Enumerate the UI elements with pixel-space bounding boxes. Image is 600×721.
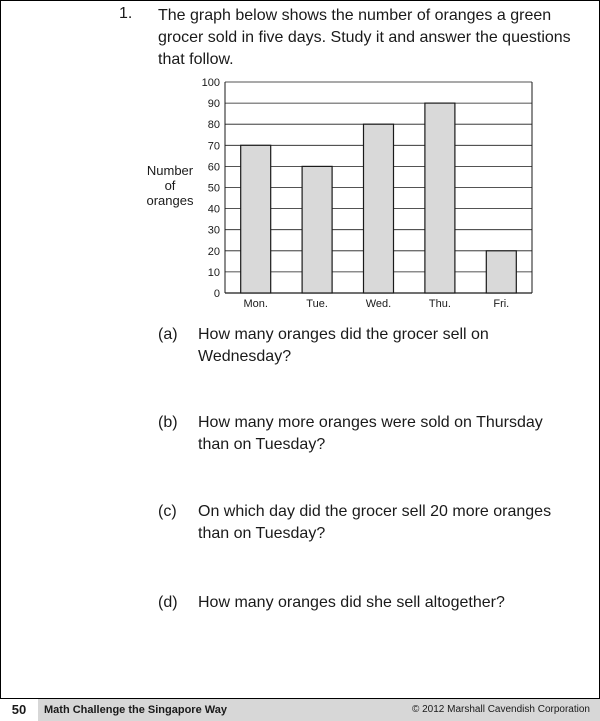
chart-y-ticks bbox=[202, 77, 220, 300]
subquestion-text: On which day did the grocer sell 20 more oranges than on Tuesday? bbox=[198, 503, 552, 542]
y-tick-label: 100 bbox=[201, 77, 220, 89]
bar-mon bbox=[241, 145, 271, 293]
y-tick-label: 90 bbox=[207, 98, 220, 111]
subquestion-letter: (d) bbox=[158, 594, 178, 611]
subquestion-text: How many more oranges were sold on Thursday than on Tuesday? bbox=[198, 414, 543, 453]
bar-tue bbox=[302, 166, 332, 293]
x-tick-label: Wed. bbox=[365, 298, 392, 310]
subquestion-text: How many oranges did the grocer sell on Wednesday? bbox=[198, 326, 489, 365]
y-tick-label: 40 bbox=[207, 203, 220, 216]
subquestion-text: How many oranges did she sell altogether? bbox=[198, 594, 505, 611]
chart-x-labels bbox=[243, 298, 509, 310]
question-text: The graph below shows the number of oranges a green grocer sold in five days. Study it and answer the questions that follow. bbox=[158, 7, 571, 68]
x-tick-label: Thu. bbox=[428, 298, 451, 310]
question-number: 1. bbox=[119, 5, 133, 22]
copyright-notice: © 2012 Marshall Cavendish Corporation bbox=[411, 704, 590, 715]
y-tick-label: 80 bbox=[207, 119, 220, 132]
bar-wed bbox=[364, 124, 394, 293]
y-tick-label: 50 bbox=[207, 182, 220, 195]
y-tick-label: 70 bbox=[207, 140, 220, 153]
book-title: Math Challenge the Singapore Way bbox=[44, 704, 227, 716]
bar-fri bbox=[486, 251, 516, 293]
subquestion-letter: (c) bbox=[158, 503, 177, 520]
y-tick-label: 10 bbox=[207, 266, 220, 279]
y-tick-label: 30 bbox=[207, 224, 220, 237]
bar-thu bbox=[425, 103, 455, 293]
subquestion-letter: (b) bbox=[158, 414, 178, 431]
x-tick-label: Tue. bbox=[306, 298, 328, 310]
x-tick-label: Fri. bbox=[493, 298, 510, 310]
y-tick-label: 0 bbox=[213, 288, 220, 300]
y-tick-label: 60 bbox=[207, 161, 220, 174]
y-tick-label: 20 bbox=[207, 245, 220, 258]
subquestion-letter: (a) bbox=[158, 326, 178, 343]
bar-chart bbox=[0, 0, 600, 320]
x-tick-label: Mon. bbox=[243, 298, 268, 310]
y-axis-label-line-1: Number bbox=[146, 163, 194, 178]
y-axis-label-line-3: oranges bbox=[146, 193, 194, 208]
chart-bars bbox=[241, 103, 517, 293]
page-footer bbox=[0, 698, 600, 721]
page-number: 50 bbox=[0, 699, 38, 721]
y-axis-label-line-2: of bbox=[164, 178, 176, 193]
